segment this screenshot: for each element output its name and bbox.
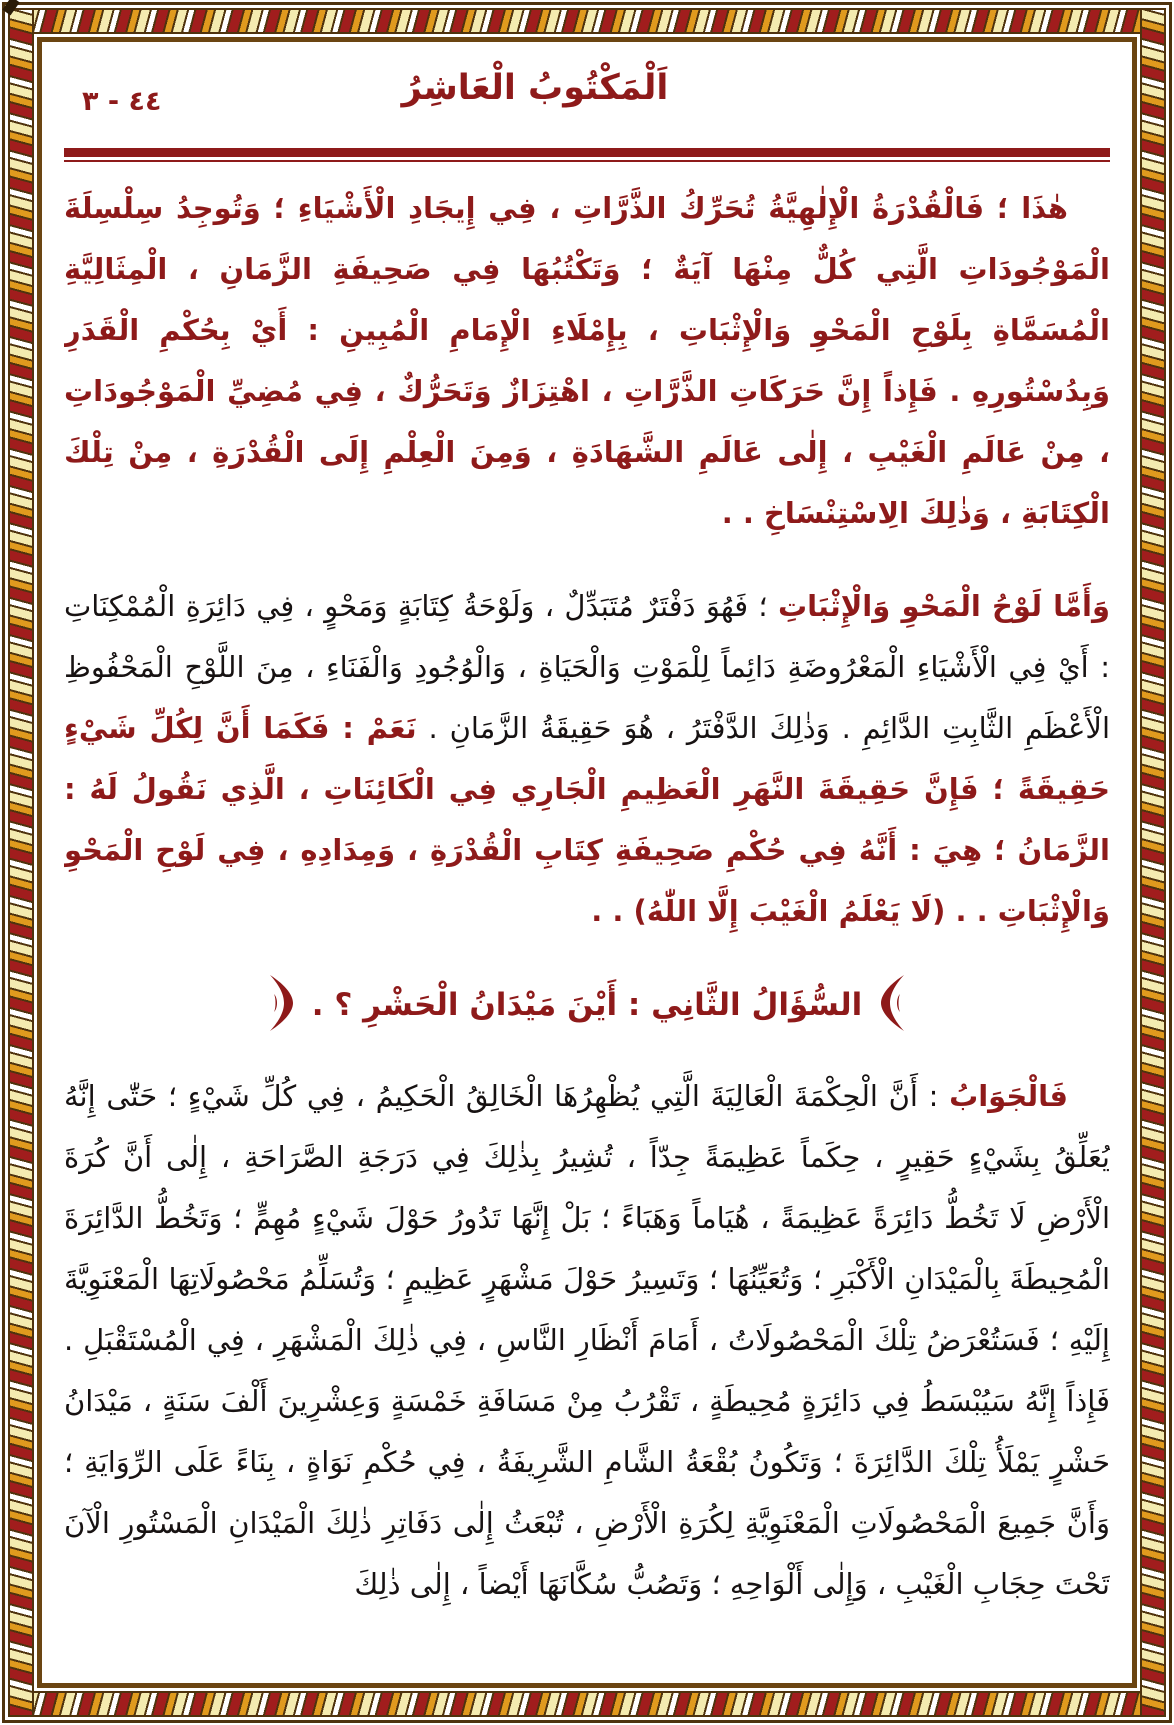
paragraph-answer-mahshar <box>64 1066 1110 1615</box>
text-segment-black: ؛ فَهُوَ دَفْتَرٌ مُتَبَدِّلٌ ، وَلَوْحَةُ كِتَابَةٍ وَمَحْوٍ ، فِي دَائِرَةِ الْمُمْكِنَاتِ : أَيْ فِي الْأَشْيَاءِ الْمَعْرُوضَةِ دَائِماً لِلْمَوْتِ وَالْحَيَاةِ ، وَالْوُجُودِ وَالْفَنَاءِ ، مِنَ اللَّوْحِ الْمَحْفُوظِ الْأَعْظَمِ الثَّابِتِ الدَّائِمِ . وَذٰلِكَ الدَّفْتَرُ ، هُوَ حَقِيقَةُ الزَّمَانِ . <box>64 589 1110 745</box>
frame-chain-bottom <box>8 1691 1166 1717</box>
page-number: ٤٤ - ٣ <box>82 86 162 117</box>
header-rule-thin <box>64 160 1110 162</box>
text-segment-red: هٰذَا ؛ فَالْقُدْرَةُ الْإِلٰهِيَّةُ تُحَرِّكُ الذَّرَّاتِ ، فِي إِيجَادِ الْأَشْيَاءِ ؛ وَتُوجِدُ سِلْسِلَةَ الْمَوْجُودَاتِ الَّتِي كُلٌّ مِنْهَا آيَةٌ ؛ وَتَكْتُبُهَا فِي صَحِيفَةِ الزَّمَانِ ، الْمِثَالِيَّةِ الْمُسَمَّاةِ بِلَوْحِ الْمَحْوِ وَالْإِثْبَاتِ ، بِإِمْلَاءِ الْإِمَامِ الْمُبِينِ : أَيْ بِحُكْمِ الْقَدَرِ وَبِدُسْتُورِهِ . فَإِذاً إِنَّ حَرَكَاتِ الذَّرَّاتِ ، اهْتِزَازٌ وَتَحَرُّكٌ ، فِي مُضِيِّ الْمَوْجُودَاتِ ، مِنْ عَالَمِ الْغَيْبِ ، إِلٰى عَالَمِ الشَّهَادَةِ ، وَمِنَ الْعِلْمِ إِلَى الْقُدْرَةِ ، مِنْ تِلْكَ الْكِتَابَةِ ، وَذٰلِكَ الِاسْتِنْسَاخِ . . <box>64 191 1110 530</box>
frame-chain-right <box>1140 8 1166 1717</box>
text-segment-red: وَأَمَّا لَوْحُ الْمَحْوِ وَالْإِثْبَاتِ <box>777 589 1110 623</box>
page-content <box>64 56 1110 1677</box>
page-title: اَلْمَكْتُوبُ الْعَاشِرُ <box>401 68 669 108</box>
page-header <box>64 56 1110 148</box>
text-segment-red: نَعَمْ : فَكَمَا أَنَّ لِكُلِّ شَيْءٍ حَقِيقَةً ؛ فَإِنَّ حَقِيقَةَ النَّهَرِ الْعَظِيمِ الْجَارِي فِي الْكَائِنَاتِ ، الَّذِي نَقُولُ لَهُ : الزَّمَانُ ؛ هِيَ : أَنَّهُ فِي حُكْمِ صَحِيفَةِ كِتَابِ الْقُدْرَةِ ، وَمِدَادِهِ ، فِي لَوْحِ الْمَحْوِ وَالْإِثْبَاتِ . . (لَا يَعْلَمُ الْغَيْبَ إِلَّا اللّٰهُ) . . <box>64 711 1110 928</box>
second-question-heading <box>64 974 1110 1036</box>
text-segment-black: : أَنَّ الْحِكْمَةَ الْعَالِيَةَ الَّتِي يُظْهِرُهَا الْخَالِقُ الْحَكِيمُ ، فِي كُلِّ شَيْءٍ ؛ حَتّٰى إِنَّهُ يُعَلِّقُ بِشَيْءٍ حَقِيرٍ ، حِكَماً عَظِيمَةً جِدّاً ، تُشِيرُ بِذٰلِكَ فِي دَرَجَةِ الصَّرَاحَةِ ، إِلٰى أَنَّ كُرَةَ الْأَرْضِ لَا تَخُطُّ دَائِرَةً عَظِيمَةً ، هُيَاماً وَهَبَاءً ؛ بَلْ إِنَّهَا تَدُورُ حَوْلَ شَيْءٍ مُهِمٍّ ؛ وَتَخُطُّ الدَّائِرَةَ الْمُحِيطَةَ بِالْمَيْدَانِ الْأَكْبَرِ ؛ وَتُعَيِّنُهَا ؛ وَتَسِيرُ حَوْلَ مَشْهَرٍ عَظِيمٍ ؛ وَتُسَلِّمُ مَحْصُولَاتِهَا الْمَعْنَوِيَّةَ إِلَيْهِ ؛ فَسَتُعْرَضُ تِلْكَ الْمَحْصُولَاتُ ، أَمَامَ أَنْظَارِ النَّاسِ ، فِي ذٰلِكَ الْمَشْهَرِ ، فِي الْمُسْتَقْبَلِ . فَإِذاً إِنَّهُ سَيُبْسَطُ فِي دَائِرَةٍ مُحِيطَةٍ ، تَقْرُبُ مِنْ مَسَافَةِ خَمْسَةٍ وَعِشْرِينَ أَلْفَ سَنَةٍ ، مَيْدَانُ حَشْرٍ يَمْلَأُ تِلْكَ الدَّائِرَةَ ؛ وَتَكُونُ بُقْعَةُ الشَّامِ الشَّرِيفَةُ ، فِي حُكْمِ نَوَاةٍ ، بِنَاءً عَلَى الرِّوَايَةِ ؛ وَأَنَّ جَمِيعَ الْمَحْصُولَاتِ الْمَعْنَوِيَّةِ لِكُرَةِ الْأَرْضِ ، تُبْعَثُ إِلٰى دَفَاتِرِ ذٰلِكَ الْمَيْدَانِ الْمَسْتُورِ الْآنَ تَحْتَ حِجَابِ الْغَيْبِ ، وَإِلٰى أَلْوَاحِهِ ؛ وَتَصُبُّ سُكَّانَهَا أَيْضاً ، إِلٰى ذٰلِكَ <box>64 1079 1110 1601</box>
body-text <box>64 178 1110 1615</box>
frame-chain-top <box>8 8 1166 34</box>
paragraph-lawh-mahw-ithbat <box>64 576 1110 942</box>
ornate-bracket-right-icon <box>878 974 908 1036</box>
second-question-text: السُّؤَالُ الثَّانِي : أَيْنَ مَيْدَانُ الْحَشْرِ ؟ . <box>311 987 863 1023</box>
paragraph-qudra-ilahiya <box>64 178 1110 544</box>
ornate-bracket-left-icon <box>266 974 296 1036</box>
frame-chain-left <box>8 8 34 1717</box>
corner-mark <box>2 0 19 15</box>
text-segment-red: فَالْجَوَابُ <box>949 1079 1068 1113</box>
header-rule-thick <box>64 148 1110 157</box>
